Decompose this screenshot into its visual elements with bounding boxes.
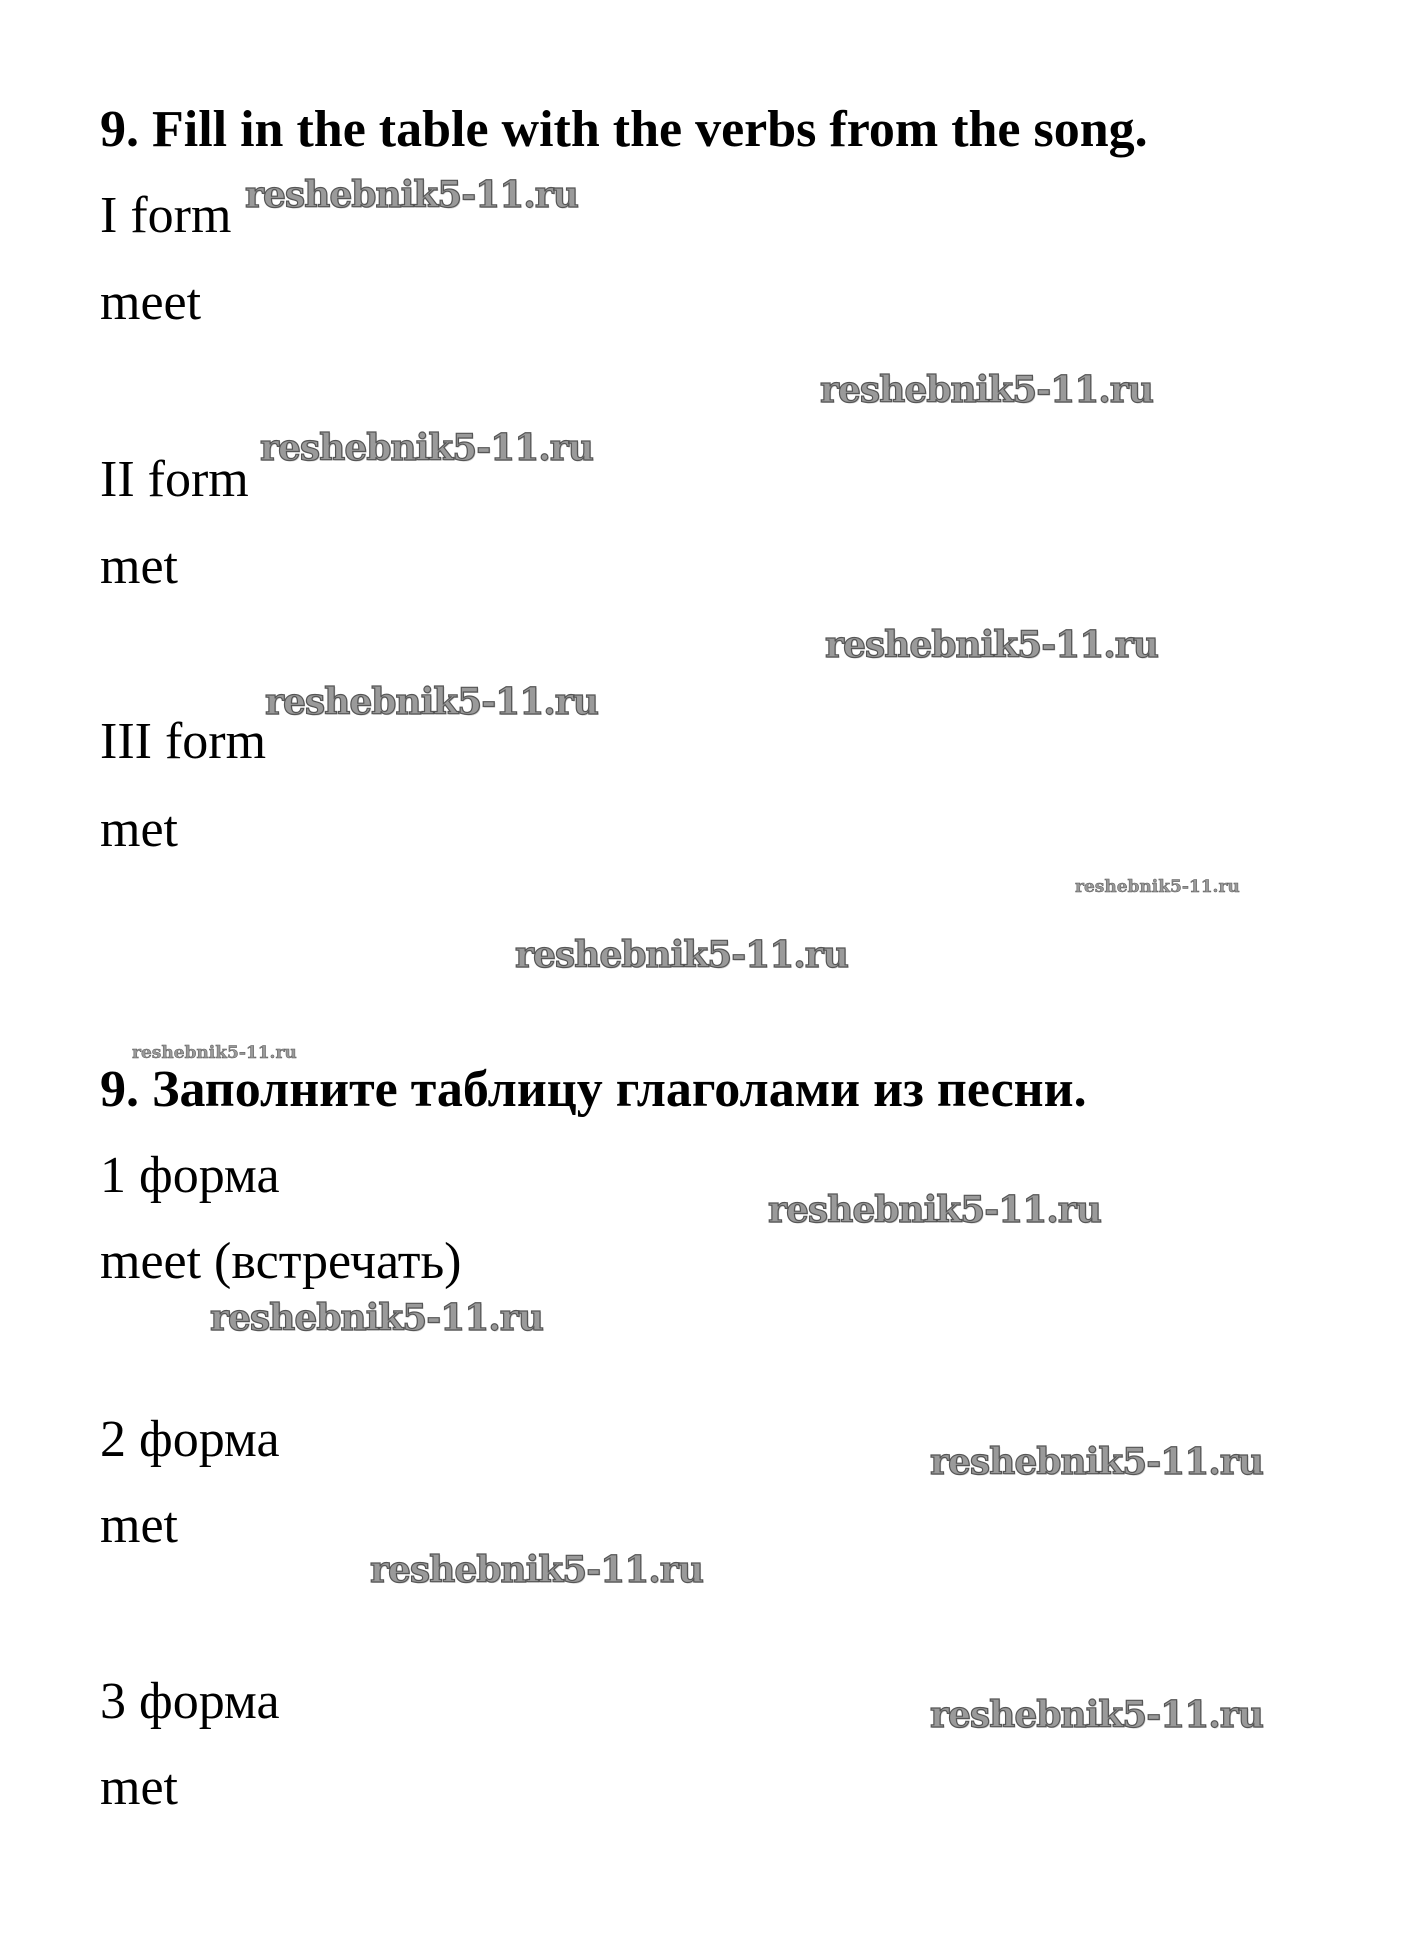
exercise-heading-english: 9. Fill in the table with the verbs from the song. bbox=[100, 101, 1148, 158]
form-value-1: meet bbox=[100, 274, 202, 331]
watermark: reshebnik5-11.ru bbox=[1075, 877, 1240, 897]
form-value-2: met bbox=[100, 538, 178, 595]
form-label-2: II form bbox=[100, 451, 249, 508]
form-value-2-ru: met bbox=[100, 1497, 178, 1554]
watermark: reshebnik5-11.ru bbox=[132, 1043, 297, 1063]
watermark: reshebnik5-11.ru bbox=[768, 1189, 1101, 1231]
form-value-1-ru: meet (встречать) bbox=[100, 1233, 462, 1290]
form-label-3-ru: 3 форма bbox=[100, 1673, 280, 1730]
form-label-1: I form bbox=[100, 187, 232, 244]
form-value-3: met bbox=[100, 801, 178, 858]
watermark: reshebnik5-11.ru bbox=[820, 369, 1153, 411]
watermark: reshebnik5-11.ru bbox=[515, 934, 848, 976]
watermark: reshebnik5-11.ru bbox=[245, 174, 578, 216]
watermark: reshebnik5-11.ru bbox=[930, 1694, 1263, 1736]
form-value-3-ru: met bbox=[100, 1759, 178, 1816]
watermark: reshebnik5-11.ru bbox=[260, 427, 593, 469]
watermark: reshebnik5-11.ru bbox=[930, 1441, 1263, 1483]
watermark: reshebnik5-11.ru bbox=[370, 1549, 703, 1591]
form-label-1-ru: 1 форма bbox=[100, 1147, 280, 1204]
watermark: reshebnik5-11.ru bbox=[265, 681, 598, 723]
form-label-3: III form bbox=[100, 713, 267, 770]
exercise-heading-russian: 9. Заполните таблицу глаголами из песни. bbox=[100, 1061, 1087, 1118]
watermark: reshebnik5-11.ru bbox=[210, 1297, 543, 1339]
form-label-2-ru: 2 форма bbox=[100, 1411, 280, 1468]
watermark: reshebnik5-11.ru bbox=[825, 624, 1158, 666]
